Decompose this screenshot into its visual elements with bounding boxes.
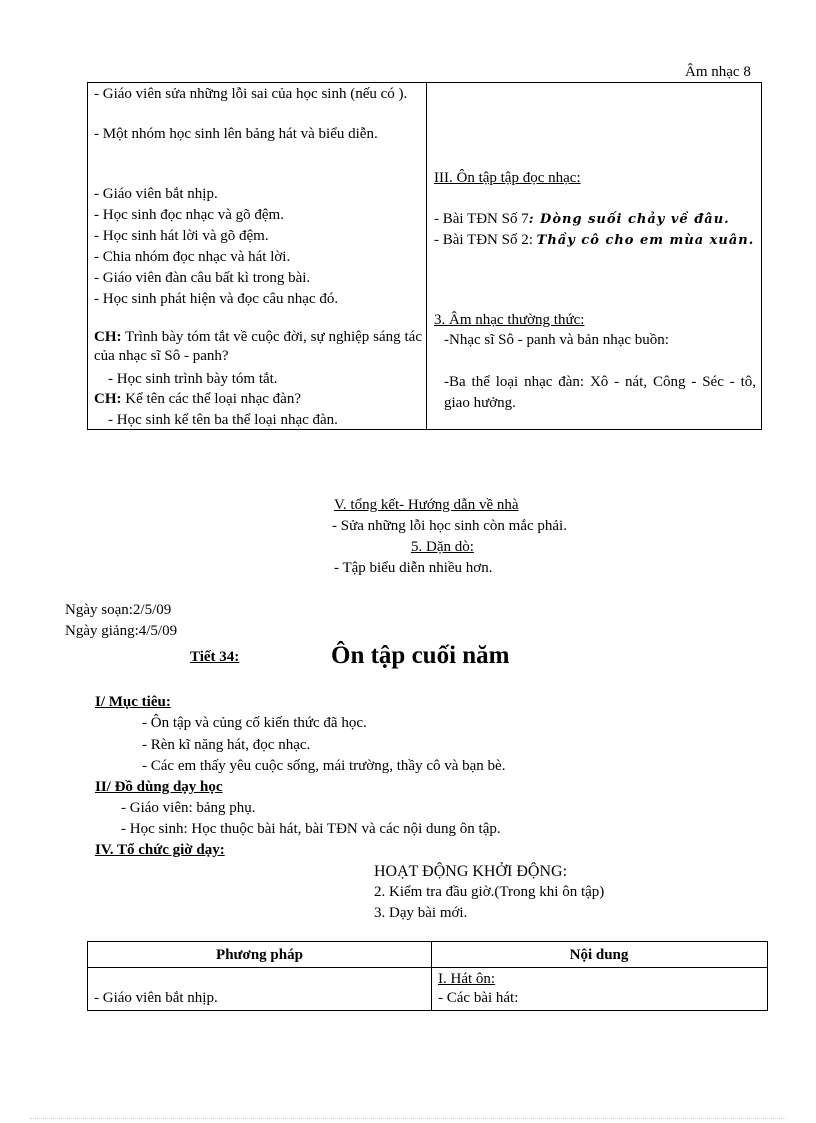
left-cell-text-3: - Giáo viên bắt nhịp. [94,186,218,202]
tools-item: - Học sinh: Học thuộc bài hát, bài TĐN và các nội dung ôn tập. [121,821,501,837]
lesson-title: Ôn tập cuối năm [331,642,510,669]
methods-row-1: - Giáo viên bắt nhịp. [94,990,218,1006]
question-2-answer: - Học sinh kể tên ba thể loại nhạc đàn. [108,412,338,428]
activity-heading: HOẠT ĐỘNG KHỞI ĐỘNG: [374,863,568,880]
left-cell-text-7: - Giáo viên đàn câu bất kì trong bài. [94,270,311,286]
column-header-methods: Phương pháp [216,947,303,963]
top-lesson-table [87,82,762,430]
activity-line: 3. Dạy bài mới. [374,905,468,921]
content-row-1: - Các bài hát: [438,990,519,1006]
left-cell-text-1: - Giáo viên sửa những lỗi sai của học sinh (nếu có ). [94,86,408,102]
question-2-label: CH: [94,391,122,407]
homework-line: - Tập biểu diễn nhiều hơn. [334,560,493,576]
tdn-2-title: Thầy cô cho em mùa xuân. [536,233,755,248]
tools-heading: II/ Đồ dùng dạy học [95,779,223,795]
methods-content-table [87,941,768,1011]
date-taught: Ngày giảng:4/5/09 [65,623,178,639]
homework-heading: 5. Dặn dò: [411,539,474,555]
question-2 [94,389,422,410]
question-1-text: Trình bày tóm tắt về cuộc đời, sự nghiệp sáng tác của nhạc sĩ Sô - panh? [94,329,422,364]
question-1-label: CH: [94,329,122,345]
left-cell-text-6: - Chia nhóm đọc nhạc và hát lời. [94,249,291,265]
tdn-2-prefix: - Bài TĐN Số 2: [434,232,537,248]
left-cell-text-2: - Một nhóm học sinh lên bảng hát và biểu diễn. [94,126,378,142]
objective-item: - Các em thấy yêu cuộc sống, mái trường, thầy cô và bạn bè. [142,758,506,774]
right-tdn-2 [434,230,756,251]
tdn-7-title: : Dòng suối chảy về đâu. [528,212,730,227]
right-heading-music-knowledge: 3. Âm nhạc thường thức: [434,312,585,328]
table-header-divider [88,967,767,968]
question-2-text: Kể tên các thể loại nhạc đàn? [121,391,301,407]
column-header-content: Nội dung [569,947,629,963]
lesson-period: Tiết 34: [190,649,240,665]
tdn-7-prefix: - Bài TĐN Số 7 [434,211,529,227]
left-cell-text-5: - Học sinh hát lời và gõ đệm. [94,228,269,244]
activity-line: 2. Kiểm tra đầu giờ.(Trong khi ôn tập) [374,884,605,900]
summary-heading: V. tổng kết- Hướng dẫn về nhà [334,497,519,513]
question-1 [94,328,422,366]
left-cell-text-8: - Học sinh phát hiện và đọc câu nhạc đó. [94,291,339,307]
objective-item: - Rèn kĩ năng hát, đọc nhạc. [142,737,311,753]
content-heading-singing-review: I. Hát ôn: [438,971,496,987]
page-header-subject: Âm nhạc 8 [685,64,751,80]
right-line-chopin: -Nhạc sĩ Sô - panh và bản nhạc buồn: [444,332,669,348]
left-cell-text-4: - Học sinh đọc nhạc và gõ đệm. [94,207,284,223]
question-1-answer: - Học sinh trình bày tóm tắt. [108,371,278,387]
right-heading-review-reading: III. Ôn tập tập đọc nhạc: [434,170,581,186]
right-line-genres: -Ba thể loại nhạc đàn: Xô - nát, Công - Séc - tô, giao hưởng. [444,374,756,411]
objectives-heading: I/ Mục tiêu: [95,694,171,710]
date-prepared: Ngày soạn:2/5/09 [65,602,172,618]
organization-heading: IV. Tổ chức giờ dạy: [95,842,225,858]
page-bottom-edge [30,1118,786,1119]
right-tdn-7 [434,209,756,230]
tools-item: - Giáo viên: bảng phụ. [121,800,256,816]
objective-item: - Ôn tập và củng cố kiến thức đã học. [142,715,367,731]
summary-line-1: - Sửa những lỗi học sinh còn mắc phải. [332,518,567,534]
